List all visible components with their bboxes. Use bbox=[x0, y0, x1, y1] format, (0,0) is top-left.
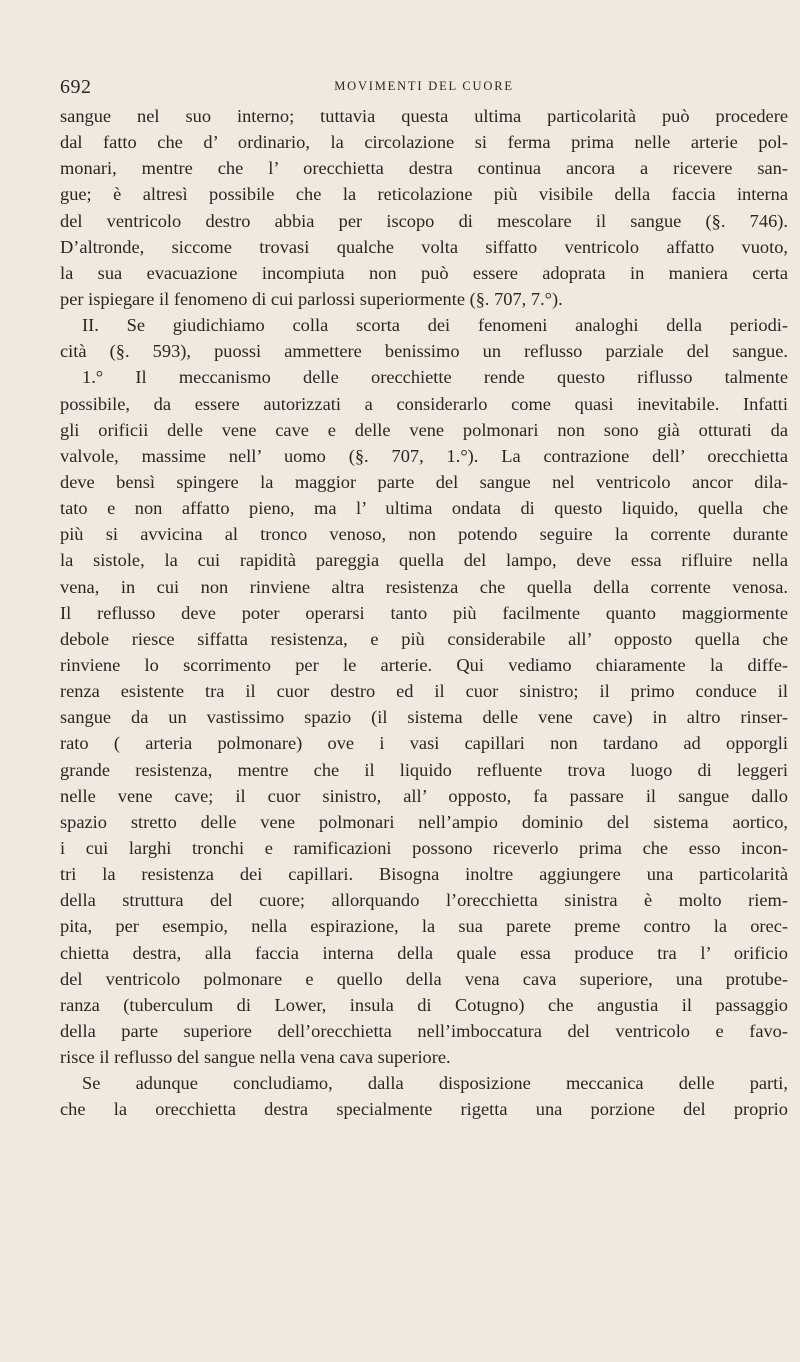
text-line: i cui larghi tronchi e ramificazioni possono riceverlo prima che esso incon- bbox=[60, 837, 788, 858]
body-text bbox=[60, 103, 788, 1122]
text-line: Se adunque concludiamo, dalla disposizione meccanica delle parti, bbox=[82, 1073, 788, 1094]
text-line: valvole, massime nell’ uomo (§. 707, 1.°). La contrazione dell’ orecchietta bbox=[60, 445, 788, 466]
text-line: vena, in cui non rinviene altra resistenza che quella della corrente venosa. bbox=[60, 576, 788, 597]
text-line: che la orecchietta destra specialmente rigetta una porzione del proprio bbox=[60, 1099, 788, 1120]
text-line: della struttura del cuore; allorquando l’orecchietta sinistra è molto riem- bbox=[60, 890, 788, 911]
text-line: cità (§. 593), puossi ammettere benissimo un reflusso parziale del sangue. bbox=[60, 341, 788, 362]
text-line: risce il reflusso del sangue nella vena cava superiore. bbox=[60, 1047, 451, 1068]
text-line: più si avvicina al tronco venoso, non potendo seguire la corrente durante bbox=[60, 524, 788, 545]
text-line: della parte superiore dell’orecchietta nell’imboccatura del ventricolo e favo- bbox=[60, 1020, 788, 1041]
text-line: sangue da un vastissimo spazio (il sistema delle vene cave) in altro rinser- bbox=[60, 707, 788, 728]
text-line: pita, per esempio, nella espirazione, la sua parete preme contro la orec- bbox=[60, 916, 788, 937]
text-line: rinviene lo scorrimento per le arterie. Qui vediamo chiaramente la diffe- bbox=[60, 654, 788, 675]
text-line: per ispiegare il fenomeno di cui parlossi superiormente (§. 707, 7.°). bbox=[60, 288, 563, 309]
text-line: debole riesce siffatta resistenza, e più considerabile all’ opposto quella che bbox=[60, 628, 788, 649]
text-line: del ventricolo destro abbia per iscopo di mescolare il sangue (§. 746). bbox=[60, 210, 788, 231]
text-line: gli orificii delle vene cave e delle vene polmonari non sono già otturati da bbox=[60, 419, 788, 440]
text-line: deve bensì spingere la maggior parte del sangue nel ventricolo ancor dila- bbox=[60, 471, 788, 492]
page-header bbox=[60, 76, 788, 96]
text-line: nelle vene cave; il cuor sinistro, all’ opposto, fa passare il sangue dallo bbox=[60, 785, 788, 806]
text-line: grande resistenza, mentre che il liquido refluente trova luogo di leggeri bbox=[60, 759, 788, 780]
text-line: tri la resistenza dei capillari. Bisogna inoltre aggiungere una particolarità bbox=[60, 864, 788, 885]
text-line: del ventricolo polmonare e quello della vena cava superiore, una protube- bbox=[60, 968, 788, 989]
text-line: II. Se giudichiamo colla scorta dei fenomeni analoghi della periodi- bbox=[82, 315, 788, 336]
text-line: rato ( arteria polmonare) ove i vasi capillari non tardano ad opporgli bbox=[60, 733, 788, 754]
running-title: MOVIMENTI DEL CUORE bbox=[334, 79, 514, 93]
text-line: possibile, da essere autorizzati a considerarlo come quasi inevitabile. Infatti bbox=[60, 393, 788, 414]
text-line: ranza (tuberculum di Lower, insula di Cotugno) che angustia il passaggio bbox=[60, 994, 788, 1015]
text-line: chietta destra, alla faccia interna della quale essa produce tra l’ orificio bbox=[60, 942, 788, 963]
text-line: monari, mentre che l’ orecchietta destra continua ancora a ricevere san- bbox=[60, 158, 788, 179]
text-line: Il reflusso deve poter operarsi tanto più facilmente quanto maggiormente bbox=[60, 602, 788, 623]
text-line: la sistole, la cui rapidità pareggia quella del lampo, deve essa rifluire nella bbox=[60, 550, 788, 571]
text-line: la sua evacuazione incompiuta non può essere adoprata in maniera certa bbox=[60, 262, 788, 283]
page-number: 692 bbox=[60, 76, 92, 98]
text-line: gue; è altresì possibile che la reticolazione più visibile della faccia interna bbox=[60, 184, 788, 205]
text-line: sangue nel suo interno; tuttavia questa ultima particolarità può procedere bbox=[60, 106, 788, 126]
text-line: spazio stretto delle vene polmonari nell’ampio dominio del sistema aortico, bbox=[60, 811, 788, 832]
text-line: D’altronde, siccome trovasi qualche volta siffatto ventricolo affatto vuoto, bbox=[60, 236, 788, 257]
text-line: tato e non affatto pieno, ma l’ ultima ondata di questo liquido, quella che bbox=[60, 498, 788, 519]
text-line: 1.° Il meccanismo delle orecchiette rende questo riflusso talmente bbox=[82, 367, 788, 388]
text-line: dal fatto che d’ ordinario, la circolazione si ferma prima nelle arterie pol- bbox=[60, 132, 788, 153]
text-line: renza esistente tra il cuor destro ed il cuor sinistro; il primo conduce il bbox=[60, 681, 788, 702]
